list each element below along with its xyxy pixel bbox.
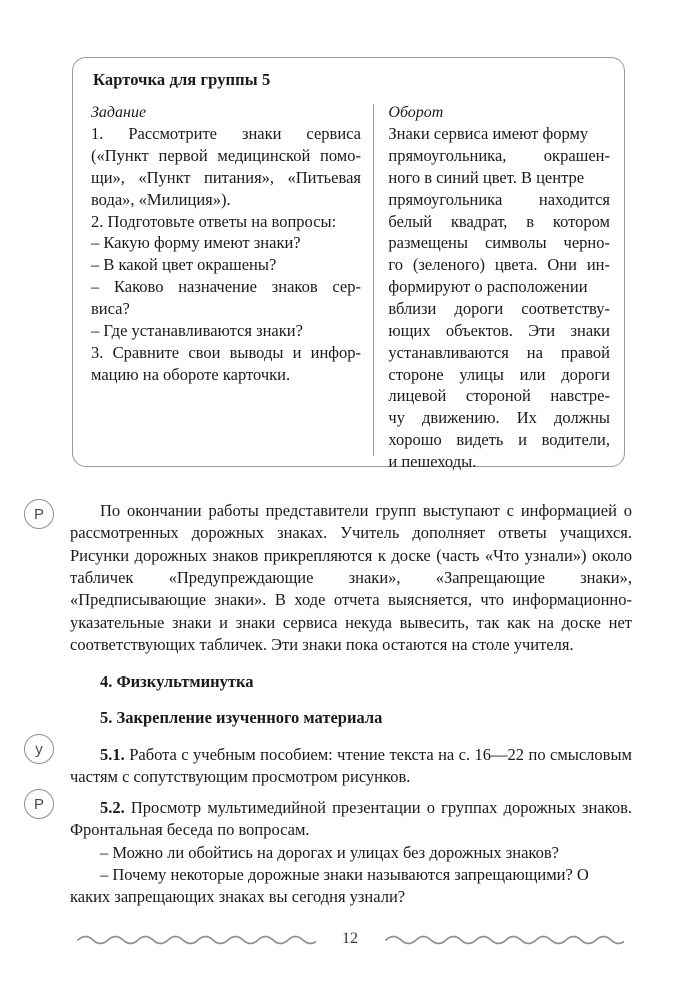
section-51-text: Работа с учебным пособием: чтение текста на с. 16—22 по смысловым частям с сопутствующим просмотром рисунков. — [70, 745, 632, 787]
card-left-line: 2. Подготовьте ответы на вопросы: — [91, 211, 337, 231]
card-right-line: и пешеходы. — [388, 452, 477, 471]
section-51-number: 5.1. — [100, 745, 125, 764]
card-right-line: прямоугольника находится — [388, 189, 610, 209]
wavy-rule-left-icon — [76, 932, 316, 946]
card-left-line: щи», «Пункт питания», «Питьевая — [91, 167, 361, 187]
card-columns — [73, 102, 624, 471]
section-heading-4: 4. Физкультминутка — [100, 672, 254, 691]
card-right-line: ного в синий цвет. В центре — [388, 167, 585, 187]
card-right-line: белый квадрат, в котором — [388, 211, 610, 231]
card-right-line: размещены символы черно- — [388, 233, 610, 253]
card-left-line: – В какой цвет окрашены? — [91, 255, 277, 275]
section-52-text: Просмотр мультимедийной презентации о группах дорожных знаков. Фронтальная беседа по вопросам. — [70, 798, 632, 840]
card-right-line: формируют о расположении — [388, 277, 588, 297]
card-right-line: вблизи дороги соответству- — [388, 298, 610, 318]
card-left-line: вода», «Милиция»). — [91, 189, 231, 209]
section-52-paragraph — [70, 797, 632, 842]
card-left-column — [73, 102, 373, 462]
card-left-line: 1. Рассмотрите знаки сервиса — [91, 124, 361, 144]
card-right-line: прямоугольника, окрашен- — [388, 145, 610, 165]
card-left-line: – Где устанавливаются знаки? — [91, 320, 303, 340]
card-right-line: хорошо видеть и водители, — [388, 430, 610, 450]
section-52-block — [70, 797, 632, 909]
margin-marker-u-icon: у — [24, 734, 54, 764]
task-card — [72, 57, 625, 471]
section-52-number: 5.2. — [100, 798, 125, 817]
section-heading-5: 5. Закрепление изученного материала — [100, 708, 383, 727]
card-left-line: («Пункт первой медицинской помо- — [91, 145, 361, 165]
card-left-line: виса? — [91, 298, 130, 318]
card-right-line: го (зеленого) цвета. Они ин- — [388, 255, 610, 275]
page-number: 12 — [342, 930, 358, 947]
card-right-line: устанавливаются на правой — [388, 342, 610, 362]
section-51-block — [70, 744, 632, 789]
margin-marker-r-icon: Р — [24, 789, 54, 819]
card-right-column — [374, 102, 624, 471]
card-right-line: лицевой стороной навстре- — [388, 386, 610, 406]
card-right-line: ющих объектов. Эти знаки — [388, 320, 610, 340]
card-right-line: чу движению. Их должны — [388, 408, 610, 428]
card-left-line: мацию на обороте карточки. — [91, 364, 291, 384]
main-paragraph-block — [70, 500, 632, 656]
main-paragraph: По окончании работы представители групп выступают с информацией о рассмотренных дорожных знаках. Учитель дополняет ответы учащихся. Рисунки дорожных знаков прикрепляются к доске (часть «Что узнали») около табличек «Предупреждающие знаки», «Запрещающие знаки», «Предписывающие знаки». В ходе отчета выясняется, что информационно-указательные знаки и знаки сервиса некуда вывесить, так как на доске нет соответствующих табличек. Эти знаки пока остаются на столе учителя. — [70, 501, 632, 655]
card-left-line: – Какую форму имеют знаки? — [91, 233, 301, 253]
margin-marker-r-icon: Р — [24, 499, 54, 529]
card-title: Карточка для группы 5 — [93, 70, 271, 89]
card-left-line: – Каково назначение знаков сер- — [91, 277, 361, 297]
card-right-line: Знаки сервиса имеют форму — [388, 124, 589, 144]
card-right-line: стороне улицы или дороги — [388, 364, 610, 384]
card-left-heading: Задание — [91, 104, 147, 121]
card-right-heading: Оборот — [388, 104, 444, 121]
page-footer — [0, 922, 700, 956]
card-left-line: 3. Сравните свои выводы и инфор- — [91, 342, 361, 362]
section-52-question: – Можно ли обойтись на дорогах и улицах без дорожных знаков? — [100, 842, 559, 862]
wavy-rule-right-icon — [384, 932, 624, 946]
section-52-question: – Почему некоторые дорожные знаки называются запрещающими? О каких запрещающих знаках вы сегодня узнали? — [70, 865, 589, 907]
section-51-paragraph — [70, 744, 632, 789]
